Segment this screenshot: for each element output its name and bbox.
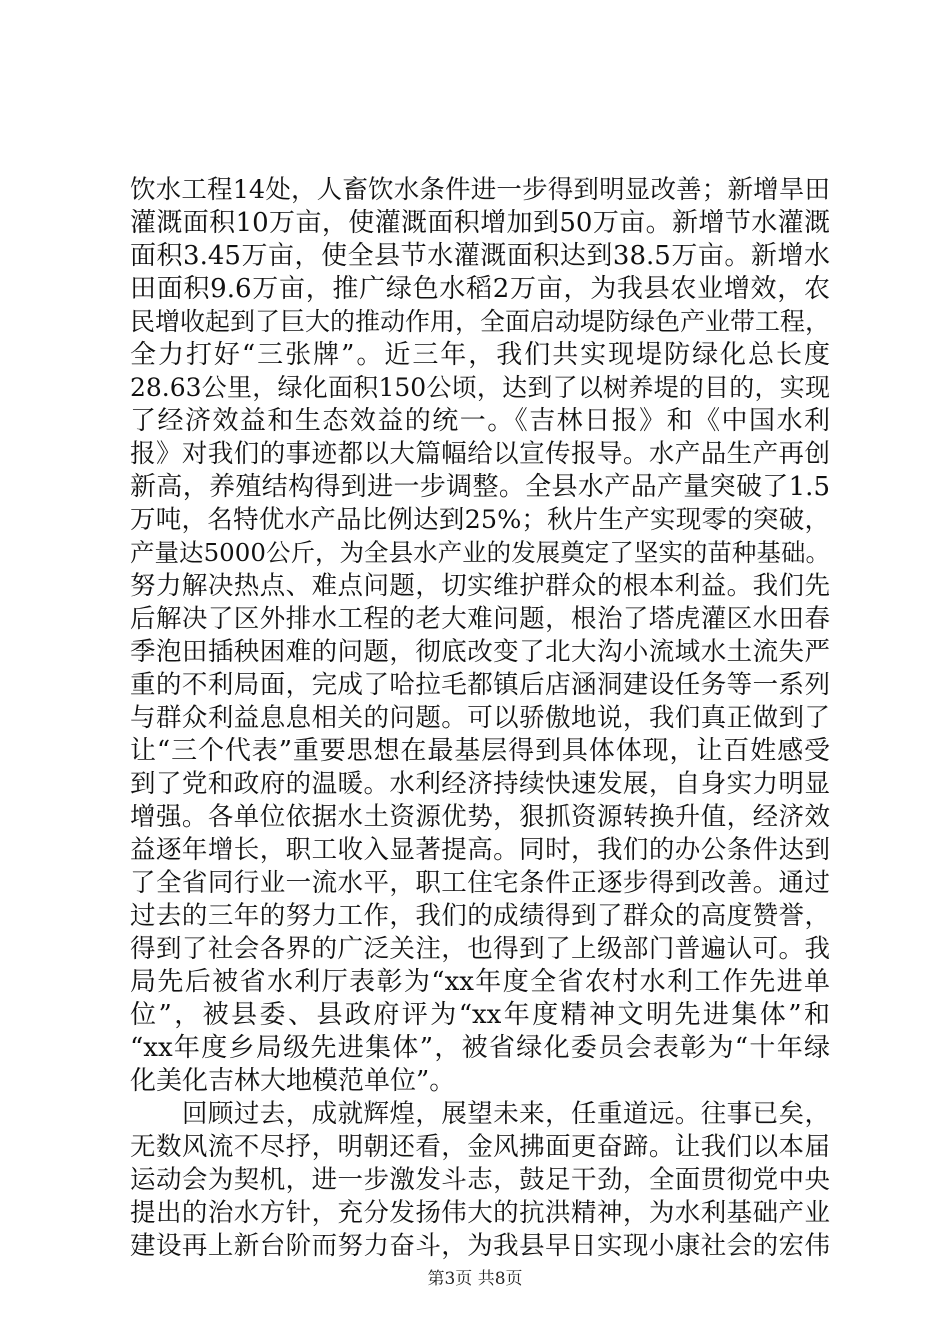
body-text-line: 季泡田插秧困难的问题，彻底改变了北大沟小流域水土流失严 — [130, 637, 830, 667]
body-text-line: 无数风流不尽抒，明朝还看，金风拂面更奋蹄。让我们以本届 — [130, 1132, 830, 1162]
body-text-line: 灌溉面积10万亩，使灌溉面积增加到50万亩。新增节水灌溉 — [130, 208, 830, 238]
body-text-line: 位”，被县委、县政府评为“xx年度精神文明先进集体”和 — [130, 1000, 830, 1030]
body-text-line: 田面积9.6万亩，推广绿色水稻2万亩，为我县农业增效，农 — [130, 274, 830, 304]
body-text-line: 了全省同行业一流水平，职工住宅条件正逐步得到改善。通过 — [130, 868, 830, 898]
body-text-line: 回顾过去，成就辉煌，展望未来，任重道远。往事已矣， — [182, 1099, 830, 1129]
body-text-line: 化美化吉林大地模范单位”。 — [130, 1066, 456, 1096]
body-text-line: 后解决了区外排水工程的老大难问题，根治了塔虎灌区水田春 — [130, 604, 830, 634]
body-text-line: 面积3.45万亩，使全县节水灌溉面积达到38.5万亩。新增水 — [130, 241, 830, 271]
body-text-line: 建设再上新台阶而努力奋斗，为我县早日实现小康社会的宏伟 — [130, 1231, 830, 1261]
body-text-line: 得到了社会各界的广泛关注，也得到了上级部门普遍认可。我 — [130, 934, 830, 964]
body-text-line: 到了党和政府的温暖。水利经济持续快速发展，自身实力明显 — [130, 769, 830, 799]
body-text-line: 民增收起到了巨大的推动作用，全面启动堤防绿色产业带工程， — [130, 307, 830, 336]
body-text-line: 增强。各单位依据水土资源优势，狠抓资源转换升值，经济效 — [130, 802, 830, 832]
page-number: 第3页 共8页 — [427, 1269, 523, 1289]
body-text-line: 28.63公里，绿化面积150公顷，达到了以树养堤的目的，实现 — [130, 373, 830, 402]
body-text-line: 报》对我们的事迹都以大篇幅给以宣传报导。水产品生产再创 — [130, 439, 830, 469]
body-text-line: 益逐年增长，职工收入显著提高。同时，我们的办公条件达到 — [130, 835, 830, 865]
body-text-line: 了经济效益和生态效益的统一。《吉林日报》和《中国水利 — [130, 406, 830, 436]
body-text-line: 运动会为契机，进一步激发斗志，鼓足干劲，全面贯彻党中央 — [130, 1165, 830, 1195]
body-text-line: 提出的治水方针，充分发扬伟大的抗洪精神，为水利基础产业 — [130, 1198, 830, 1228]
body-text-line: 局先后被省水利厅表彰为“xx年度全省农村水利工作先进单 — [130, 967, 830, 997]
body-text-line: 全力打好“三张牌”。近三年，我们共实现堤防绿化总长度 — [130, 340, 830, 370]
body-text-line: 万吨，名特优水产品比例达到25%；秋片生产实现零的突破， — [130, 505, 830, 535]
body-text-line: 让“三个代表”重要思想在最基层得到具体体现，让百姓感受 — [130, 736, 830, 766]
body-text-line: 产量达5000公斤，为全县水产业的发展奠定了坚实的苗种基础。 — [130, 538, 830, 567]
body-text-line: “xx年度乡局级先进集体”，被省绿化委员会表彰为“十年绿 — [130, 1033, 830, 1063]
body-text-line: 饮水工程14处，人畜饮水条件进一步得到明显改善；新增旱田 — [130, 175, 830, 205]
body-text-line: 重的不利局面，完成了哈拉毛都镇后店涵洞建设任务等一系列 — [130, 670, 830, 700]
body-text-line: 努力解决热点、难点问题，切实维护群众的根本利益。我们先 — [130, 571, 830, 601]
body-text-line: 新高，养殖结构得到进一步调整。全县水产品产量突破了1.5 — [130, 472, 830, 502]
body-text-line: 与群众利益息息相关的问题。可以骄傲地说，我们真正做到了 — [130, 703, 830, 733]
body-text-line: 过去的三年的努力工作，我们的成绩得到了群众的高度赞誉， — [130, 901, 830, 931]
